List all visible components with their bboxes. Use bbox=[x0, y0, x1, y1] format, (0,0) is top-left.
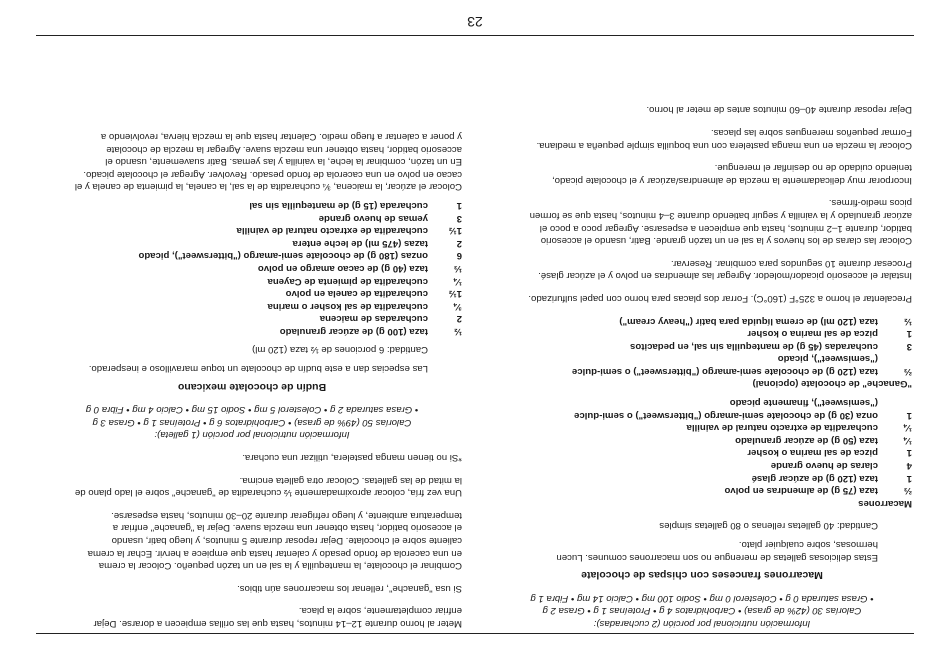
recipe-yield: Cantidad: 6 porciones de ½ taza (120 ml) bbox=[252, 344, 428, 356]
ingredient-row: 1 taza (120 g) de azúcar glasé bbox=[751, 472, 912, 484]
left-column bbox=[492, 93, 912, 629]
ingredient-list-ganache bbox=[492, 314, 912, 377]
method-step: Incorporar muy delicadamente la mezcla de almendras/azúcar y el chocolate picado, teniendo cuidado de no desinflar el merengue. bbox=[552, 162, 912, 186]
ingredient-row: 3 yemas de huevo grande bbox=[318, 212, 462, 224]
ingredient-row: 6 onzas (180 g) de chocolate semi-amargo ("bittersweet"), picado bbox=[138, 250, 462, 262]
method-steps bbox=[492, 103, 912, 304]
ingredient-row: ¾ cucharadita de sal kosher o marina bbox=[267, 300, 462, 312]
ingredient-row: ⅓ taza (40 g) de cacao amargo en polvo bbox=[257, 262, 462, 274]
nutrition-intro: Información nutricional por porción (2 cucharadas): bbox=[593, 618, 811, 629]
intro-line: Estas deliciosas galletas de merengue no son macarrones comunes. Lucen bbox=[556, 551, 878, 563]
recipe-intro: Las especias dan a este budín de chocolate un toque maravilloso e inesperado. bbox=[88, 363, 428, 375]
section-heading: Macarrones bbox=[858, 497, 912, 509]
recipe-yield: Cantidad: 40 galletas rellenas o 80 galletas simples bbox=[659, 520, 878, 532]
ingredient-row: ⅔ taza (120 g) de chocolate semi-amargo ("bittersweet") o semi-dulce bbox=[571, 365, 912, 377]
ingredient-row: 2 cucharadas de maicena bbox=[319, 313, 462, 325]
ingredient-row: 2 tazas (475 ml) de leche entera bbox=[292, 237, 462, 249]
method-step: Si usa "ganache", rellenar los macarrones aún tibios. bbox=[237, 582, 462, 594]
intro-line: hermosas, sobre cualquier plato. bbox=[738, 539, 878, 551]
ingredient-row: ¼ cucharadita de pimienta de Cayena bbox=[267, 275, 462, 287]
recipe-title: Macarrones franceses con chispas de chocolate bbox=[581, 569, 823, 582]
ingredient-row: 1½ cucharadita de extracto natural de vainilla bbox=[236, 225, 462, 237]
recipe-title: Budín de chocolate mexicano bbox=[177, 380, 327, 393]
method-step: Meter al horno durante 12–14 minutos, hasta que las orillas empiecen a dorarse. Dejar enfriar completamente, sobre la placa. bbox=[93, 605, 462, 629]
method-step: Una vez fría, colocar aproximadamente ½ cucharadita de "ganache" sobre el lado plano de la mitad de las galletas. Colocar otra galleta encima. bbox=[74, 474, 462, 499]
ingredient-row: 1 cucharada (15 g) de mantequilla sin sal bbox=[249, 199, 462, 211]
ingredient-row: 1½ cucharadita de canela en polvo bbox=[285, 288, 462, 300]
nutrition-line: Calorías 30 (42% de grasa) • Carbohidratos 4 g • Proteínas 1 g • Grasa 2 g bbox=[542, 605, 862, 617]
ingredient-row: 1 pizca de sal marina o kosher bbox=[747, 328, 912, 340]
method-step: Combinar el chocolate, la mantequilla y la sal en un tazón pequeño. Colocar la crema en una cacerola de fondo pesado y calentar hasta que empiece a hervir. Echar la crema caliente sobre el chocolate. Dejar reposar durante 5 minutos, y luego batir, usando el accesorio batidor, hasta obtener una mezcla suave. Dejar la "ganache" enfriar a temperatura ambiente, y luego refrigerar durante 20–30 minutos, hasta espesarse. bbox=[87, 509, 462, 572]
ingredient-row: ½ taza (120 ml) de crema líquida para batir ("heavy cream") bbox=[619, 315, 912, 327]
method-step: Dejar reposar durante 40–60 minutos antes de meter al horno. bbox=[646, 104, 912, 116]
method-step: Colocar la mezcla en una manga pastelera con una boquilla simple pequeña a mediana. Formar pequeños merengues sobre las placas. bbox=[536, 127, 912, 151]
ingredient-list bbox=[42, 198, 462, 337]
bottom-rule bbox=[36, 35, 914, 36]
ingredient-row: ⅔ taza (75 g) de almendras en polvo bbox=[724, 485, 912, 497]
ingredient-row: ("semisweet"), finamente picado bbox=[729, 397, 878, 409]
method-step: Colocar las claras de los huevos y la sal en un tazón grande. Batir, usando el accesorio batidor, durante 1–2 minutos, hasta que empiecen a espesarse. Agregar poco a poco el azúcar granulado y la vainilla y seguir batiendo durante 3–4 minutos, hasta que se formen picos medio-firmes. bbox=[529, 197, 912, 247]
ingredient-list-macarrones bbox=[492, 396, 912, 497]
method-steps-continued bbox=[42, 450, 462, 629]
section-heading: "Ganache" de chocolate (opcional) bbox=[752, 378, 912, 390]
nutrition-line: • Grasa saturada 2 g • Colesterol 5 mg • Sodio 15 mg • Calcio 4 mg • Fibra 0 g bbox=[85, 404, 419, 416]
ingredient-row: 4 claras de huevo grande bbox=[770, 460, 912, 472]
ingredient-row: ¼ cucharadita de extracto natural de vainilla bbox=[686, 422, 912, 434]
top-rule bbox=[36, 633, 914, 634]
method-step: Precalentar el horno a 325°F (160°C). Forrar dos placas para horno con papel sulfurizado. bbox=[528, 292, 912, 304]
right-column bbox=[42, 129, 462, 629]
ingredient-row: ("semisweet"), picado bbox=[777, 353, 878, 365]
ingredient-row: 1 pizca de sal marina o kosher bbox=[747, 447, 912, 459]
nutrition-line: Calorías 50 (49% de grasa) • Carbohidratos 6 g • Proteínas 1 g • Grasa 3 g bbox=[92, 416, 412, 428]
method-step: Instalar el accesorio picador/moledor. Agregar las almendras en polvo y el azúcar glasé. Procesar durante 10 segundos para combinar. Reservar. bbox=[538, 257, 912, 282]
ingredient-row: ¼ taza (50 g) de azúcar granulado bbox=[735, 434, 912, 446]
recipe-intro bbox=[492, 537, 912, 562]
nutrition-intro: Información nutricional por porción (1 galleta): bbox=[154, 429, 350, 441]
ingredient-row: 1 onza (30 g) de chocolate semi-amargo ("bittersweet") o semi-dulce bbox=[574, 409, 912, 421]
method-paragraph: Colocar el azúcar, la maicena, ¾ cucharadita de la sal, la canela, la pimienta de canela y el cacao en polvo en una cacerola de fondo pesado. Revolver. Agregar el chocolate picado. En un tazón, combinar la leche, la vainilla y las yemas. Batir suavemente, usando el accesorio batidor, hasta obtener una mezcla suave. Agregar la mezcla de chocolate y poner a calentar a fuego medio. Calentar hasta que la mezcla hierva, revolviendo a bbox=[74, 131, 462, 193]
page-number: 23 bbox=[467, 14, 483, 30]
footnote: *Si no tienen manga pastelera, utilizar una cuchara. bbox=[242, 452, 462, 464]
nutrition-line: • Grasa saturada 0 g • Colesterol 0 mg • Sodio 100 mg • Calcio 14 mg • Fibra 1 g bbox=[530, 592, 874, 604]
ingredient-row: ½ taza (100 g) de azúcar granulado bbox=[279, 325, 462, 337]
ingredient-row: 3 cucharadas (45 g) de mantequilla sin sal, en pedacitos bbox=[630, 340, 912, 352]
